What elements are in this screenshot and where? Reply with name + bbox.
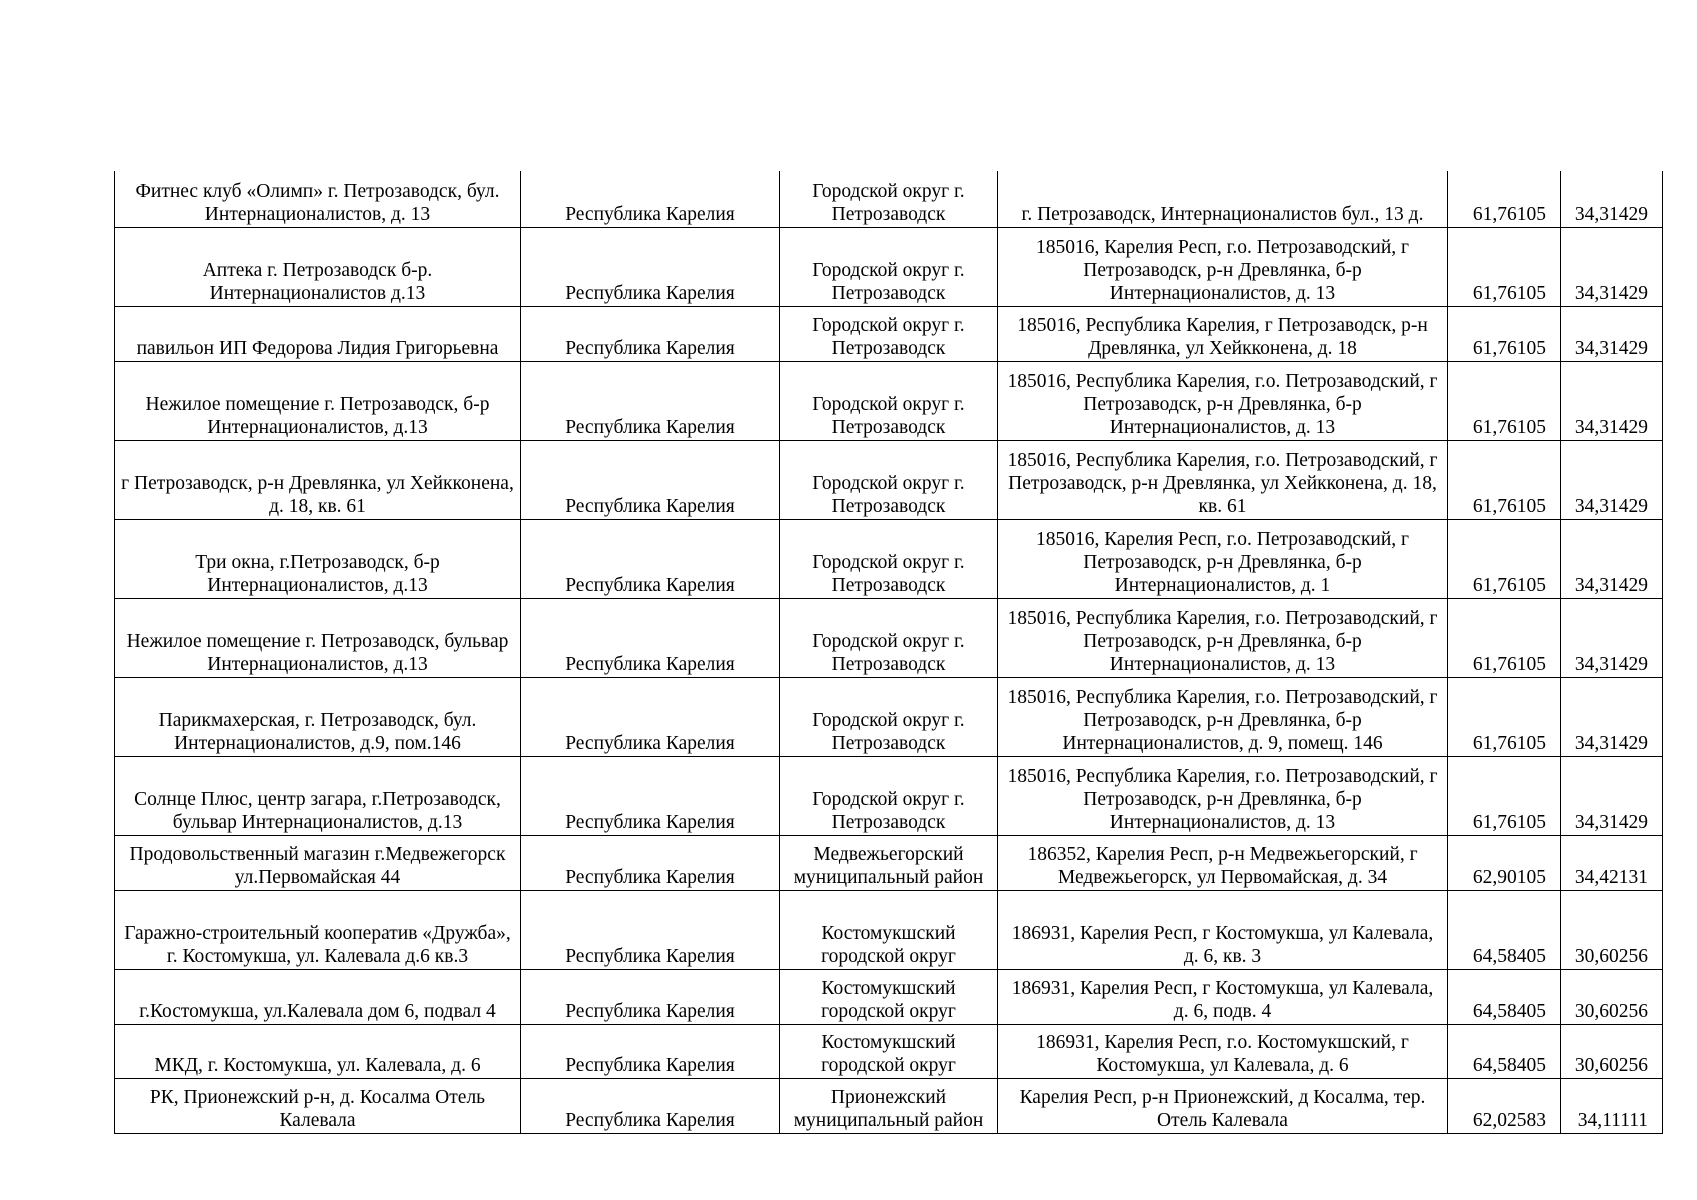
cell-latitude: 62,90105 [1448, 835, 1561, 890]
cell-address: 186931, Карелия Респ, г Костомукша, ул Калевала, д. 6, подв. 4 [998, 969, 1448, 1024]
cell-latitude: 62,02583 [1448, 1078, 1561, 1133]
cell-object-name: г.Костомукша, ул.Калевала дом 6, подвал 4 [115, 969, 521, 1024]
cell-object-name: Парикмахерская, г. Петрозаводск, бул. Интернационалистов, д.9, пом.146 [115, 677, 521, 756]
table-row [115, 756, 1663, 835]
cell-region: Республика Карелия [521, 835, 780, 890]
cell-longitude: 34,42131 [1561, 835, 1663, 890]
cell-municipality: Городской округ г. Петрозаводск [780, 306, 998, 361]
cell-object-name: Нежилое помещение г. Петрозаводск, бульвар Интернационалистов, д.13 [115, 598, 521, 677]
cell-latitude: 61,76105 [1448, 756, 1561, 835]
cell-longitude: 30,60256 [1561, 969, 1663, 1024]
cell-region: Республика Карелия [521, 227, 780, 306]
cell-municipality: Медвежьегорский муниципальный район [780, 835, 998, 890]
table-row [115, 835, 1663, 890]
cell-object-name: Аптека г. Петрозаводск б-р. Интернационалистов д.13 [115, 227, 521, 306]
cell-latitude: 64,58405 [1448, 969, 1561, 1024]
cell-address: 185016, Республика Карелия, г.о. Петрозаводский, г Петрозаводск, р-н Древлянка, б-р Интернационалистов, д. 13 [998, 756, 1448, 835]
cell-object-name: Продовольственный магазин г.Медвежегорск ул.Первомайская 44 [115, 835, 521, 890]
cell-longitude: 34,31429 [1561, 440, 1663, 519]
locations-table [114, 171, 1663, 1134]
cell-longitude: 30,60256 [1561, 1024, 1663, 1078]
table-row [115, 890, 1663, 969]
cell-address: 185016, Карелия Респ, г.о. Петрозаводский, г Петрозаводск, р-н Древлянка, б-р Интернационалистов, д. 13 [998, 227, 1448, 306]
cell-municipality: Городской округ г. Петрозаводск [780, 171, 998, 227]
table-body [115, 171, 1663, 1133]
cell-municipality: Городской округ г. Петрозаводск [780, 519, 998, 598]
cell-municipality: Костомукшский городской округ [780, 890, 998, 969]
table-row [115, 1078, 1663, 1133]
cell-region: Республика Карелия [521, 361, 780, 440]
cell-region: Республика Карелия [521, 171, 780, 227]
table-row [115, 440, 1663, 519]
cell-address: Карелия Респ, р-н Прионежский, д Косалма, тер. Отель Калевала [998, 1078, 1448, 1133]
cell-longitude: 34,31429 [1561, 361, 1663, 440]
table-row [115, 306, 1663, 361]
table-row [115, 677, 1663, 756]
cell-latitude: 61,76105 [1448, 306, 1561, 361]
cell-object-name: Три окна, г.Петрозаводск, б-р Интернационалистов, д.13 [115, 519, 521, 598]
cell-longitude: 34,11111 [1561, 1078, 1663, 1133]
cell-municipality: Прионежский муниципальный район [780, 1078, 998, 1133]
table-row [115, 361, 1663, 440]
cell-longitude: 30,60256 [1561, 890, 1663, 969]
cell-address: 185016, Карелия Респ, г.о. Петрозаводский, г Петрозаводск, р-н Древлянка, б-р Интернационалистов, д. 1 [998, 519, 1448, 598]
cell-longitude: 34,31429 [1561, 519, 1663, 598]
cell-object-name: Нежилое помещение г. Петрозаводск, б-р Интернационалистов, д.13 [115, 361, 521, 440]
cell-municipality: Городской округ г. Петрозаводск [780, 677, 998, 756]
cell-object-name: Гаражно-строительный кооператив «Дружба», г. Костомукша, ул. Калевала д.6 кв.3 [115, 890, 521, 969]
cell-address: 186931, Карелия Респ, г.о. Костомукшский, г Костомукша, ул Калевала, д. 6 [998, 1024, 1448, 1078]
cell-object-name: РК, Прионежский р-н, д. Косалма Отель Калевала [115, 1078, 521, 1133]
cell-latitude: 61,76105 [1448, 677, 1561, 756]
cell-region: Республика Карелия [521, 890, 780, 969]
cell-longitude: 34,31429 [1561, 227, 1663, 306]
cell-object-name: Фитнес клуб «Олимп» г. Петрозаводск, бул. Интернационалистов, д. 13 [115, 171, 521, 227]
cell-municipality: Костомукшский городской округ [780, 1024, 998, 1078]
cell-object-name: г Петрозаводск, р-н Древлянка, ул Хейкконена, д. 18, кв. 61 [115, 440, 521, 519]
table-row [115, 1024, 1663, 1078]
cell-municipality: Городской округ г. Петрозаводск [780, 227, 998, 306]
cell-longitude: 34,31429 [1561, 756, 1663, 835]
cell-latitude: 61,76105 [1448, 519, 1561, 598]
table-row [115, 227, 1663, 306]
cell-latitude: 64,58405 [1448, 890, 1561, 969]
cell-latitude: 61,76105 [1448, 440, 1561, 519]
cell-region: Республика Карелия [521, 756, 780, 835]
cell-region: Республика Карелия [521, 440, 780, 519]
cell-longitude: 34,31429 [1561, 306, 1663, 361]
cell-address: 185016, Республика Карелия, г.о. Петрозаводский, г Петрозаводск, р-н Древлянка, б-р Интернационалистов, д. 13 [998, 598, 1448, 677]
cell-object-name: МКД, г. Костомукша, ул. Калевала, д. 6 [115, 1024, 521, 1078]
cell-latitude: 61,76105 [1448, 227, 1561, 306]
cell-longitude: 34,31429 [1561, 171, 1663, 227]
cell-municipality: Городской округ г. Петрозаводск [780, 361, 998, 440]
cell-address: 185016, Республика Карелия, г.о. Петрозаводский, г Петрозаводск, р-н Древлянка, ул Хейкконена, д. 18, кв. 61 [998, 440, 1448, 519]
cell-municipality: Городской округ г. Петрозаводск [780, 756, 998, 835]
table-row [115, 969, 1663, 1024]
document-page [114, 171, 1662, 1134]
cell-latitude: 61,76105 [1448, 598, 1561, 677]
cell-latitude: 64,58405 [1448, 1024, 1561, 1078]
cell-address: 185016, Республика Карелия, г Петрозаводск, р-н Древлянка, ул Хейкконена, д. 18 [998, 306, 1448, 361]
cell-object-name: павильон ИП Федорова Лидия Григорьевна [115, 306, 521, 361]
cell-address: г. Петрозаводск, Интернационалистов бул., 13 д. [998, 171, 1448, 227]
cell-longitude: 34,31429 [1561, 598, 1663, 677]
table-row [115, 171, 1663, 227]
cell-address: 186352, Карелия Респ, р-н Медвежьегорский, г Медвежьегорск, ул Первомайская, д. 34 [998, 835, 1448, 890]
cell-longitude: 34,31429 [1561, 677, 1663, 756]
cell-municipality: Городской округ г. Петрозаводск [780, 598, 998, 677]
cell-address: 185016, Республика Карелия, г.о. Петрозаводский, г Петрозаводск, р-н Древлянка, б-р Интернационалистов, д. 9, помещ. 146 [998, 677, 1448, 756]
cell-object-name: Солнце Плюс, центр загара, г.Петрозаводск, бульвар Интернационалистов, д.13 [115, 756, 521, 835]
cell-municipality: Костомукшский городской округ [780, 969, 998, 1024]
cell-address: 185016, Республика Карелия, г.о. Петрозаводский, г Петрозаводск, р-н Древлянка, б-р Интернационалистов, д. 13 [998, 361, 1448, 440]
cell-region: Республика Карелия [521, 1078, 780, 1133]
cell-region: Республика Карелия [521, 306, 780, 361]
table-row [115, 519, 1663, 598]
cell-latitude: 61,76105 [1448, 361, 1561, 440]
cell-region: Республика Карелия [521, 1024, 780, 1078]
cell-region: Республика Карелия [521, 598, 780, 677]
cell-region: Республика Карелия [521, 677, 780, 756]
cell-region: Республика Карелия [521, 519, 780, 598]
cell-municipality: Городской округ г. Петрозаводск [780, 440, 998, 519]
cell-region: Республика Карелия [521, 969, 780, 1024]
cell-latitude: 61,76105 [1448, 171, 1561, 227]
cell-address: 186931, Карелия Респ, г Костомукша, ул Калевала, д. 6, кв. 3 [998, 890, 1448, 969]
table-row [115, 598, 1663, 677]
